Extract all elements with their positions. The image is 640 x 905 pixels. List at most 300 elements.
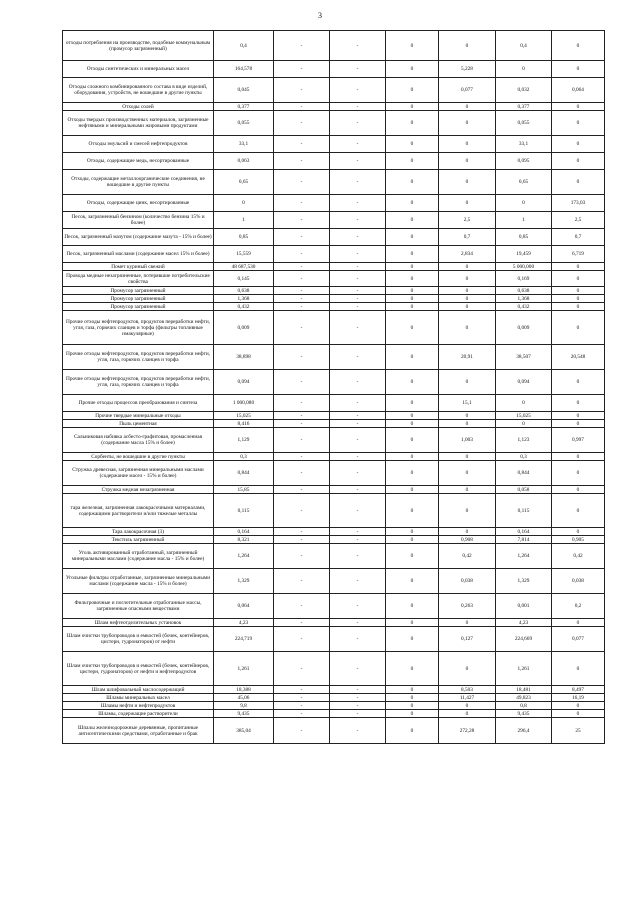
value-cell: 0	[552, 311, 605, 345]
value-cell: 0	[386, 686, 439, 694]
value-cell: 9,435	[214, 710, 274, 718]
value-cell: 0,063	[214, 153, 274, 170]
value-cell: 1 000,080	[214, 395, 274, 412]
value-cell: 0	[496, 61, 552, 78]
table-row	[63, 78, 605, 103]
waste-name-cell: Шлам очистки трубопроводов и емкостей (бочек, контейнеров, цистерн, гудронаторов) от нефти	[63, 627, 214, 652]
value-cell: 0	[386, 494, 439, 528]
table-row	[63, 136, 605, 153]
value-cell: -	[274, 212, 330, 229]
value-cell: -	[330, 453, 386, 461]
value-cell: 0	[439, 420, 496, 428]
value-cell: 1,123	[496, 428, 552, 453]
value-cell: -	[330, 311, 386, 345]
value-cell: -	[330, 345, 386, 370]
value-cell: -	[274, 103, 330, 111]
value-cell: 0,064	[552, 78, 605, 103]
value-cell: -	[330, 569, 386, 594]
value-cell: 2,5	[439, 212, 496, 229]
value-cell: -	[274, 694, 330, 702]
value-cell: 0,85	[496, 229, 552, 246]
value-cell: 0	[552, 303, 605, 311]
waste-name-cell: Пыль цементная	[63, 420, 214, 428]
value-cell: 0,055	[214, 111, 274, 136]
waste-name-cell: Текстиль загрязненный	[63, 536, 214, 544]
table-row	[63, 395, 605, 412]
value-cell: 0,038	[552, 569, 605, 594]
value-cell: -	[274, 153, 330, 170]
waste-name-cell: Сорбенты, не вошедшие в другие пункты	[63, 453, 214, 461]
value-cell: 5 000,000	[496, 263, 552, 271]
value-cell: 0	[439, 153, 496, 170]
table-row	[63, 153, 605, 170]
waste-name-cell: Песок, загрязненный мазутом (содержание мазута - 15% и более)	[63, 229, 214, 246]
value-cell: 0	[439, 453, 496, 461]
value-cell: 0	[386, 486, 439, 494]
value-cell: -	[330, 31, 386, 61]
table-row	[63, 61, 605, 78]
value-cell: 0,164	[496, 528, 552, 536]
waste-name-cell: Прочие отходы нефтепродуктов, продуктов переработки нефти, угля, газа, горючих сланцев и торфа	[63, 345, 214, 370]
table-row	[63, 271, 605, 287]
value-cell: 25	[552, 718, 605, 744]
value-cell: -	[330, 295, 386, 303]
value-cell: 0	[552, 710, 605, 718]
value-cell: 0,009	[496, 311, 552, 345]
value-cell: 8,321	[214, 536, 274, 544]
value-cell: -	[330, 271, 386, 287]
table-row	[63, 170, 605, 195]
value-cell: -	[274, 271, 330, 287]
value-cell: 0	[386, 395, 439, 412]
value-cell: -	[274, 486, 330, 494]
value-cell: -	[274, 536, 330, 544]
value-cell: -	[274, 295, 330, 303]
value-cell: -	[274, 461, 330, 486]
value-cell: 0,001	[496, 594, 552, 619]
value-cell: -	[274, 569, 330, 594]
value-cell: 0	[439, 311, 496, 345]
value-cell: 0	[439, 528, 496, 536]
value-cell: 48 687,530	[214, 263, 274, 271]
value-cell: 0	[439, 461, 496, 486]
value-cell: -	[330, 627, 386, 652]
value-cell: 0	[386, 170, 439, 195]
waste-name-cell: Шламы нефти и нефтепродуктов	[63, 702, 214, 710]
value-cell: -	[330, 61, 386, 78]
value-cell: 0	[552, 494, 605, 528]
value-cell: 33,1	[214, 136, 274, 153]
waste-name-cell: Угольные фильтры отработанные, загрязненные минеральными маслами (содержание масла - 15% и более)	[63, 569, 214, 594]
value-cell: 0	[552, 486, 605, 494]
value-cell: 0	[386, 702, 439, 710]
value-cell: 15,025	[496, 412, 552, 420]
value-cell: -	[330, 303, 386, 311]
value-cell: -	[274, 246, 330, 263]
table-row	[63, 594, 605, 619]
table-row	[63, 412, 605, 420]
value-cell: 0	[386, 718, 439, 744]
value-cell: 0,077	[439, 78, 496, 103]
value-cell: 0	[439, 370, 496, 395]
value-cell: 1,129	[214, 428, 274, 453]
value-cell: 0	[386, 303, 439, 311]
value-cell: 9,435	[496, 710, 552, 718]
value-cell: -	[274, 710, 330, 718]
value-cell: 18,481	[496, 686, 552, 694]
value-cell: 0,638	[214, 287, 274, 295]
value-cell: 0	[386, 370, 439, 395]
value-cell: 0	[439, 295, 496, 303]
waste-name-cell: Сальниковая набивка асбесто-графитовая, промасленная (содержание масла 15% и более)	[63, 428, 214, 453]
waste-name-cell: Отходы твердых производственных материалов, загрязненные нефтяными и минеральными жировыми продуктами	[63, 111, 214, 136]
value-cell: 0,377	[496, 103, 552, 111]
value-cell: 0,009	[214, 311, 274, 345]
waste-name-cell: Прочие отходы процессов преобразования и синтеза	[63, 395, 214, 412]
value-cell: 15,025	[214, 412, 274, 420]
value-cell: 0	[552, 263, 605, 271]
value-cell: -	[330, 195, 386, 212]
value-cell: -	[274, 412, 330, 420]
table-row	[63, 702, 605, 710]
value-cell: 0	[552, 370, 605, 395]
value-cell: 0	[552, 702, 605, 710]
value-cell: 0,4	[496, 31, 552, 61]
value-cell: -	[330, 153, 386, 170]
value-cell: 4,23	[214, 619, 274, 627]
value-cell: -	[330, 718, 386, 744]
value-cell: 0,094	[496, 370, 552, 395]
value-cell: 0	[496, 195, 552, 212]
value-cell: -	[330, 263, 386, 271]
table-row	[63, 544, 605, 569]
value-cell: 1,368	[214, 295, 274, 303]
value-cell: -	[330, 78, 386, 103]
waste-table	[62, 30, 605, 744]
value-cell: 0	[552, 271, 605, 287]
value-cell: 20,548	[552, 345, 605, 370]
value-cell: 0,2	[552, 594, 605, 619]
value-cell: -	[330, 486, 386, 494]
value-cell: 0	[496, 395, 552, 412]
value-cell: -	[274, 718, 330, 744]
value-cell: 0	[552, 103, 605, 111]
waste-name-cell: Промусор загрязненный	[63, 295, 214, 303]
value-cell: -	[330, 428, 386, 453]
value-cell: 0	[439, 287, 496, 295]
table-row	[63, 486, 605, 494]
value-cell: 0	[386, 710, 439, 718]
value-cell: 0	[386, 694, 439, 702]
value-cell: -	[274, 420, 330, 428]
value-cell: 0	[386, 31, 439, 61]
waste-name-cell: Шлам шлифовальный маслосодержащий	[63, 686, 214, 694]
value-cell: 1,003	[439, 428, 496, 453]
value-cell: 0	[386, 412, 439, 420]
value-cell: 0	[386, 453, 439, 461]
waste-name-cell: Песок, загрязненный бензином (количество бензина 15% и более)	[63, 212, 214, 229]
value-cell: 0	[439, 702, 496, 710]
table-row	[63, 263, 605, 271]
table-row	[63, 569, 605, 594]
value-cell: 296,4	[496, 718, 552, 744]
value-cell: 0	[386, 652, 439, 686]
value-cell: -	[274, 287, 330, 295]
value-cell: 45,06	[214, 694, 274, 702]
value-cell: -	[330, 111, 386, 136]
value-cell: 0,42	[439, 544, 496, 569]
value-cell: 9,8	[214, 702, 274, 710]
value-cell: 0,032	[496, 78, 552, 103]
value-cell: 8,416	[214, 420, 274, 428]
value-cell: 0	[386, 345, 439, 370]
waste-name-cell: Шлам нефтеотделительных установок	[63, 619, 214, 627]
waste-name-cell: Шпалы железнодорожные деревянные, пропитанные антисептическими средствами, отработанные и брак	[63, 718, 214, 744]
value-cell: 0,115	[496, 494, 552, 528]
table-row	[63, 287, 605, 295]
value-cell: -	[330, 287, 386, 295]
value-cell: -	[274, 453, 330, 461]
value-cell: -	[274, 303, 330, 311]
value-cell: 8,503	[439, 686, 496, 694]
value-cell: 1,329	[214, 569, 274, 594]
value-cell: -	[330, 710, 386, 718]
value-cell: 0	[439, 494, 496, 528]
table-row	[63, 31, 605, 61]
value-cell: 173,03	[552, 195, 605, 212]
value-cell: -	[274, 111, 330, 136]
value-cell: 0,045	[214, 78, 274, 103]
value-cell: 0	[386, 528, 439, 536]
value-cell: 0	[386, 195, 439, 212]
table-row	[63, 627, 605, 652]
value-cell: 0	[439, 136, 496, 153]
table-row	[63, 420, 605, 428]
value-cell: 0	[552, 412, 605, 420]
value-cell: 38,507	[496, 345, 552, 370]
value-cell: -	[330, 594, 386, 619]
waste-name-cell: Стружка медная незагрязненная	[63, 486, 214, 494]
value-cell: 272,28	[439, 718, 496, 744]
value-cell: -	[274, 395, 330, 412]
waste-name-cell: Шламы минеральных масел	[63, 694, 214, 702]
waste-name-cell: Промусор загрязненный	[63, 287, 214, 295]
value-cell: 0	[439, 263, 496, 271]
value-cell: 0	[552, 295, 605, 303]
value-cell: 2,834	[439, 246, 496, 263]
value-cell: 0	[552, 652, 605, 686]
value-cell: 1,329	[496, 569, 552, 594]
value-cell: 0	[386, 311, 439, 345]
value-cell: 0,145	[214, 271, 274, 287]
value-cell: 0	[386, 111, 439, 136]
value-cell: 0	[439, 103, 496, 111]
waste-name-cell: Отходы синтетических и минеральных масел	[63, 61, 214, 78]
value-cell: -	[274, 370, 330, 395]
value-cell: 0	[386, 569, 439, 594]
value-cell: -	[330, 212, 386, 229]
value-cell: 385,04	[214, 718, 274, 744]
value-cell: -	[274, 702, 330, 710]
value-cell: 1,368	[496, 295, 552, 303]
value-cell: 0,095	[496, 153, 552, 170]
value-cell: 0,85	[214, 229, 274, 246]
value-cell: -	[274, 229, 330, 246]
value-cell: -	[274, 652, 330, 686]
value-cell: 0	[552, 453, 605, 461]
waste-name-cell: Отходы, содержащие медь, несортированные	[63, 153, 214, 170]
waste-name-cell: Песок, загрязненный маслами (содержание масел 15% и более)	[63, 246, 214, 263]
value-cell: 19,459	[496, 246, 552, 263]
value-cell: 0	[439, 619, 496, 627]
value-cell: 0,377	[214, 103, 274, 111]
table-row	[63, 428, 605, 453]
table-row	[63, 212, 605, 229]
value-cell: 1,261	[496, 652, 552, 686]
value-cell: 8,497	[552, 686, 605, 694]
value-cell: 15,1	[439, 395, 496, 412]
value-cell: 0,169	[496, 271, 552, 287]
value-cell: 15,85	[214, 486, 274, 494]
value-cell: -	[274, 263, 330, 271]
value-cell: -	[330, 103, 386, 111]
value-cell: -	[274, 619, 330, 627]
waste-name-cell: Фильтровочные и поглотительные отработанные массы, загрязненные опасными веществами	[63, 594, 214, 619]
value-cell: -	[330, 694, 386, 702]
value-cell: 1	[214, 212, 274, 229]
value-cell: -	[274, 494, 330, 528]
value-cell: -	[274, 311, 330, 345]
value-cell: 5,228	[439, 61, 496, 78]
value-cell: 0	[386, 153, 439, 170]
value-cell: 0,064	[214, 594, 274, 619]
waste-name-cell: тара железная, загрязненная лакокрасочными материалами, содержащими растворители и/или тяжелые металлы	[63, 494, 214, 528]
page-number: 3	[318, 11, 322, 20]
waste-name-cell: Тара лакокрасочная (3)	[63, 528, 214, 536]
value-cell: 0,65	[496, 170, 552, 195]
value-cell: 7,814	[496, 536, 552, 544]
value-cell: -	[330, 461, 386, 486]
value-cell: 0	[439, 303, 496, 311]
value-cell: 0	[552, 153, 605, 170]
value-cell: 0	[386, 536, 439, 544]
value-cell: 0	[439, 195, 496, 212]
value-cell: -	[330, 528, 386, 536]
value-cell: 0	[386, 287, 439, 295]
value-cell: 0	[386, 246, 439, 263]
value-cell: 0,432	[214, 303, 274, 311]
value-cell: -	[330, 494, 386, 528]
waste-name-cell: Провода медные незагрязненные, потерявшие потребительские свойства	[63, 271, 214, 287]
value-cell: 0	[386, 544, 439, 569]
value-cell: 0	[386, 295, 439, 303]
table-row	[63, 229, 605, 246]
waste-name-cell: Стружка древесная, загрязненная минеральными маслами (содержание масел - 15% и более)	[63, 461, 214, 486]
value-cell: 0,058	[496, 486, 552, 494]
value-cell: -	[330, 229, 386, 246]
table-row	[63, 619, 605, 627]
value-cell: -	[274, 594, 330, 619]
value-cell: 0,3	[214, 453, 274, 461]
value-cell: 0,3	[496, 453, 552, 461]
value-cell: 0	[552, 170, 605, 195]
value-cell: 0,908	[439, 536, 496, 544]
waste-name-cell: отходы потребления на производстве, подобные коммунальным (промусор загрязненный)	[63, 31, 214, 61]
value-cell: 0	[439, 710, 496, 718]
value-cell: -	[274, 136, 330, 153]
waste-name-cell: Отходы эмульсий и смесей нефтепродуктов	[63, 136, 214, 153]
value-cell: 0	[386, 627, 439, 652]
value-cell: 0	[439, 652, 496, 686]
value-cell: 0,42	[552, 544, 605, 569]
value-cell: 0	[386, 420, 439, 428]
value-cell: 49,823	[496, 694, 552, 702]
waste-name-cell: Прочие отходы нефтепродуктов, продуктов переработки нефти, угля, газа, горючих сланцев и торфа (фильтры топливные имакулярные)	[63, 311, 214, 345]
value-cell: 38,898	[214, 345, 274, 370]
value-cell: 0,055	[496, 111, 552, 136]
waste-name-cell: Промусор загрязненный	[63, 303, 214, 311]
waste-name-cell: Отходы солей	[63, 103, 214, 111]
value-cell: 4,23	[496, 619, 552, 627]
value-cell: 0	[439, 412, 496, 420]
table-row	[63, 303, 605, 311]
value-cell: 0,164	[214, 528, 274, 536]
table-row	[63, 295, 605, 303]
value-cell: 0	[386, 212, 439, 229]
value-cell: -	[330, 136, 386, 153]
value-cell: 15,559	[214, 246, 274, 263]
table-row	[63, 195, 605, 212]
table-row	[63, 494, 605, 528]
value-cell: 20,91	[439, 345, 496, 370]
value-cell: -	[274, 528, 330, 536]
value-cell: 0,115	[214, 494, 274, 528]
value-cell: 0,844	[496, 461, 552, 486]
value-cell: 0	[552, 287, 605, 295]
value-cell: -	[274, 627, 330, 652]
value-cell: 0,844	[214, 461, 274, 486]
value-cell: 0,077	[552, 627, 605, 652]
table-row	[63, 652, 605, 686]
table-row	[63, 370, 605, 395]
value-cell: 0	[439, 486, 496, 494]
value-cell: -	[330, 544, 386, 569]
value-cell: 0	[386, 103, 439, 111]
waste-name-cell: Уголь активированный отработанный, загрязненный минеральными маслами (содержание масла - 15% и более)	[63, 544, 214, 569]
value-cell: 0	[552, 111, 605, 136]
value-cell: 0,038	[439, 569, 496, 594]
value-cell: 0,7	[552, 229, 605, 246]
value-cell: 0	[386, 78, 439, 103]
value-cell: 0,4	[214, 31, 274, 61]
value-cell: 224,669	[496, 627, 552, 652]
value-cell: 0,8	[496, 702, 552, 710]
table-row	[63, 718, 605, 744]
value-cell: 0	[552, 136, 605, 153]
table-row	[63, 311, 605, 345]
value-cell: 2,5	[552, 212, 605, 229]
value-cell: -	[274, 195, 330, 212]
value-cell: 0	[496, 420, 552, 428]
value-cell: 0,127	[439, 627, 496, 652]
value-cell: 0	[552, 395, 605, 412]
value-cell: 33,1	[496, 136, 552, 153]
value-cell: 0,65	[214, 170, 274, 195]
value-cell: 6,719	[552, 246, 605, 263]
table-row	[63, 111, 605, 136]
value-cell: 0,432	[496, 303, 552, 311]
waste-name-cell: Отходы, содержащие цинк, несортированные	[63, 195, 214, 212]
